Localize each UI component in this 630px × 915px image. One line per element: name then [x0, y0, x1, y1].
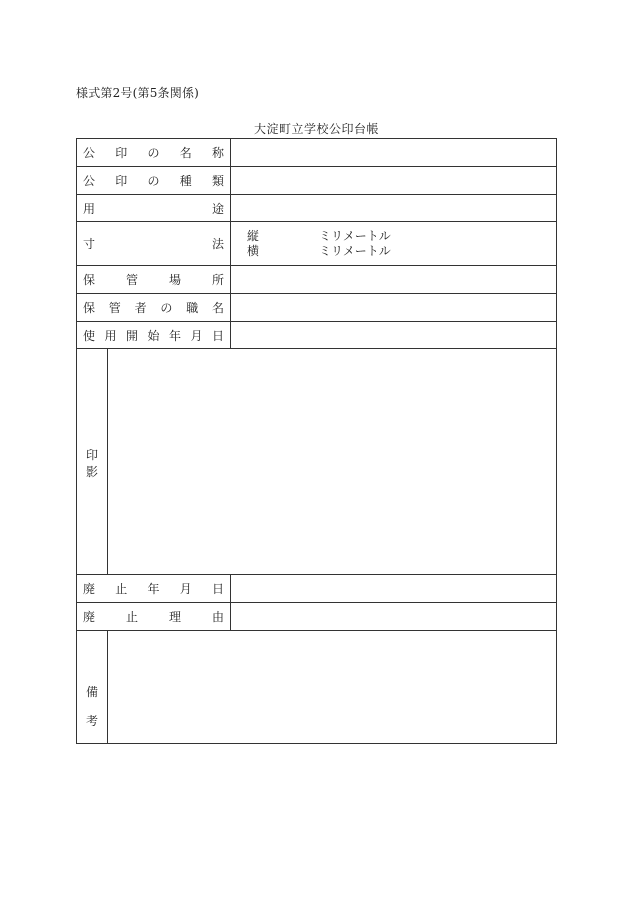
label-char: 公 [83, 146, 96, 160]
label-char: 名 [211, 301, 224, 315]
label-char: 公 [83, 174, 96, 188]
row-remarks [77, 631, 557, 744]
field-abolition-date[interactable] [231, 575, 557, 603]
row-seal-impression [77, 349, 557, 575]
label-char: 年 [169, 328, 182, 343]
label-char: 止 [115, 582, 128, 596]
dimension-horizontal-unit: ミリメートル [319, 243, 391, 258]
field-custodian-title[interactable] [231, 294, 557, 322]
label-char: 印 [115, 146, 128, 160]
dimension-vertical-unit: ミリメートル [319, 228, 391, 243]
label-seal-impression [77, 349, 108, 575]
label-usage [77, 195, 231, 222]
label-char: 保 [83, 301, 96, 315]
label-char: 廃 [83, 582, 96, 596]
field-seal-name[interactable] [231, 139, 557, 167]
label-storage-place [77, 266, 231, 294]
row-seal-name [77, 139, 557, 167]
field-start-date[interactable] [231, 322, 557, 349]
label-remarks [77, 631, 108, 744]
label-char: の [147, 174, 160, 188]
row-abolition-reason [77, 603, 557, 631]
label-char: 月 [190, 328, 203, 343]
label-char: 用 [104, 328, 117, 343]
label-abolition-reason [77, 603, 231, 631]
label-char: 開 [126, 328, 139, 343]
label-char: 場 [169, 273, 182, 287]
label-char: 日 [212, 582, 225, 596]
label-char: 考 [85, 714, 98, 728]
label-char: 影 [85, 464, 98, 479]
label-char: 称 [212, 146, 225, 160]
label-char: 用 [83, 201, 96, 216]
label-custodian-title [77, 294, 231, 322]
label-char: 始 [147, 328, 160, 343]
label-char: の [160, 301, 173, 315]
label-char: 保 [83, 273, 96, 287]
label-start-date [77, 322, 231, 349]
dimension-vertical-label: 縦 [247, 228, 260, 243]
label-char: 由 [212, 610, 225, 624]
label-seal-type [77, 167, 231, 195]
row-abolition-date [77, 575, 557, 603]
label-char: 職 [186, 301, 199, 315]
label-char: 類 [212, 174, 225, 188]
field-usage[interactable] [231, 195, 557, 222]
label-char: 理 [169, 610, 182, 624]
row-usage [77, 195, 557, 222]
label-char: 止 [126, 610, 139, 624]
field-storage-place[interactable] [231, 266, 557, 294]
field-dimensions[interactable] [231, 222, 557, 266]
label-char: 月 [179, 582, 192, 596]
label-char: 年 [147, 582, 160, 596]
label-char: 日 [212, 328, 225, 343]
label-char: 所 [212, 273, 225, 287]
row-dimensions [77, 222, 557, 266]
seal-ledger-table [76, 138, 557, 744]
row-start-date [77, 322, 557, 349]
label-char: 廃 [83, 610, 96, 624]
row-storage-place [77, 266, 557, 294]
label-char: の [147, 146, 160, 160]
dimension-horizontal-label: 横 [247, 243, 260, 258]
label-char: 使 [83, 328, 96, 343]
field-seal-type[interactable] [231, 167, 557, 195]
field-abolition-reason[interactable] [231, 603, 557, 631]
label-char: 寸 [83, 237, 96, 251]
label-seal-name [77, 139, 231, 167]
label-char: 印 [85, 447, 98, 462]
label-char: 管 [108, 301, 121, 315]
row-custodian-title [77, 294, 557, 322]
label-char: 種 [179, 174, 192, 188]
label-char: 法 [212, 237, 225, 251]
field-remarks[interactable] [108, 631, 557, 744]
field-seal-impression[interactable] [108, 349, 557, 575]
row-seal-type [77, 167, 557, 195]
label-abolition-date [77, 575, 231, 603]
label-char: 管 [126, 273, 139, 287]
label-char: 途 [212, 201, 225, 216]
form-reference: 様式第2号(第5条関係) [76, 86, 200, 100]
form-title: 大淀町立学校公印台帳 [253, 122, 379, 136]
label-char: 者 [134, 301, 147, 315]
label-char: 備 [85, 685, 98, 699]
label-dimensions [77, 222, 231, 266]
label-char: 名 [179, 146, 192, 160]
label-char: 印 [115, 174, 128, 188]
